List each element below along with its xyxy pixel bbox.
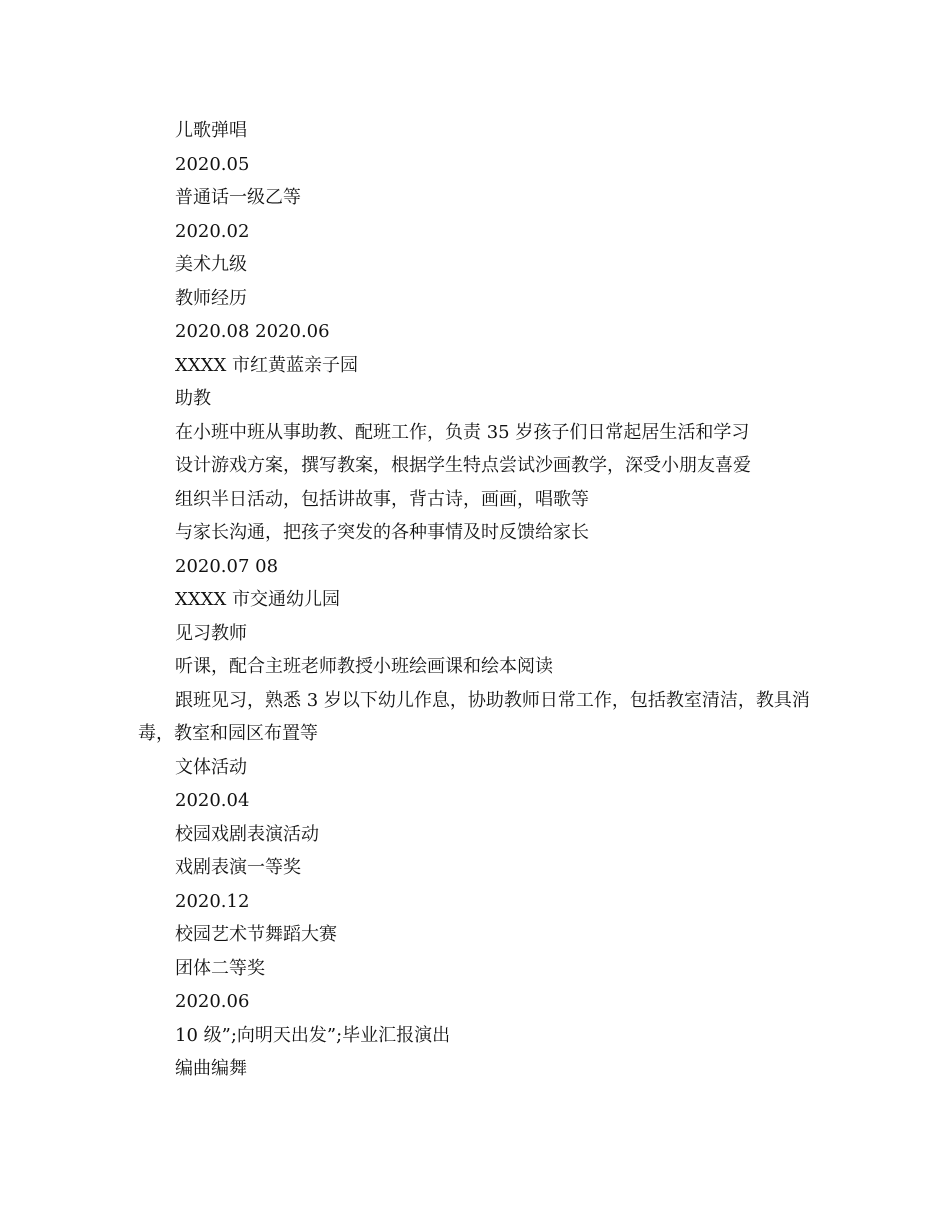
date-line: 2020.05 [175, 153, 250, 175]
activity-name: 校园戏剧表演活动 [175, 823, 319, 845]
job-duty: 与家长沟通，把孩子突发的各种事情及时反馈给家长 [175, 522, 589, 543]
award: 团体二等奖 [175, 957, 265, 979]
section-heading-activities: 文体活动 [175, 756, 247, 778]
employer-name: XXXX 市红黄蓝亲子园 [175, 354, 358, 376]
date-range: 2020.07 08 [175, 555, 279, 577]
date-line: 2020.12 [175, 890, 250, 912]
section-heading-teaching-experience: 教师经历 [175, 287, 247, 309]
certificate-mandarin: 普通话一级乙等 [175, 187, 301, 208]
job-duty: 在小班中班从事助教、配班工作，负责 35 岁孩子们日常起居生活和学习 [175, 421, 750, 443]
date-line: 2020.02 [175, 220, 250, 242]
date-line: 2020.06 [175, 991, 250, 1012]
date-line: 2020.04 [175, 790, 250, 811]
award: 戏剧表演一等奖 [175, 857, 301, 878]
job-duty: 跟班见习，熟悉 3 岁以下幼儿作息，协助教师日常工作，包括教室清洁，教具消毒，教室和园区布置等 [138, 689, 810, 744]
activity-name: 10 级”;向明天出发”;毕业汇报演出 [175, 1024, 451, 1046]
job-title: 见习教师 [175, 622, 247, 644]
activity-role: 编曲编舞 [175, 1058, 247, 1079]
job-duty: 组织半日活动，包括讲故事，背古诗，画画，唱歌等 [175, 488, 589, 510]
date-range: 2020.08 2020.06 [175, 321, 330, 342]
job-duty: 听课，配合主班老师教授小班绘画课和绘本阅读 [175, 656, 553, 677]
certificate-art: 美术九级 [175, 254, 247, 275]
job-title: 助教 [175, 388, 211, 409]
skill-children-songs: 儿歌弹唱 [175, 120, 247, 141]
job-duty: 设计游戏方案，撰写教案，根据学生特点尝试沙画教学，深受小朋友喜爱 [175, 455, 751, 476]
resume-content [138, 114, 818, 1086]
employer-name: XXXX 市交通幼儿园 [175, 589, 340, 610]
activity-name: 校园艺术节舞蹈大赛 [175, 924, 337, 945]
